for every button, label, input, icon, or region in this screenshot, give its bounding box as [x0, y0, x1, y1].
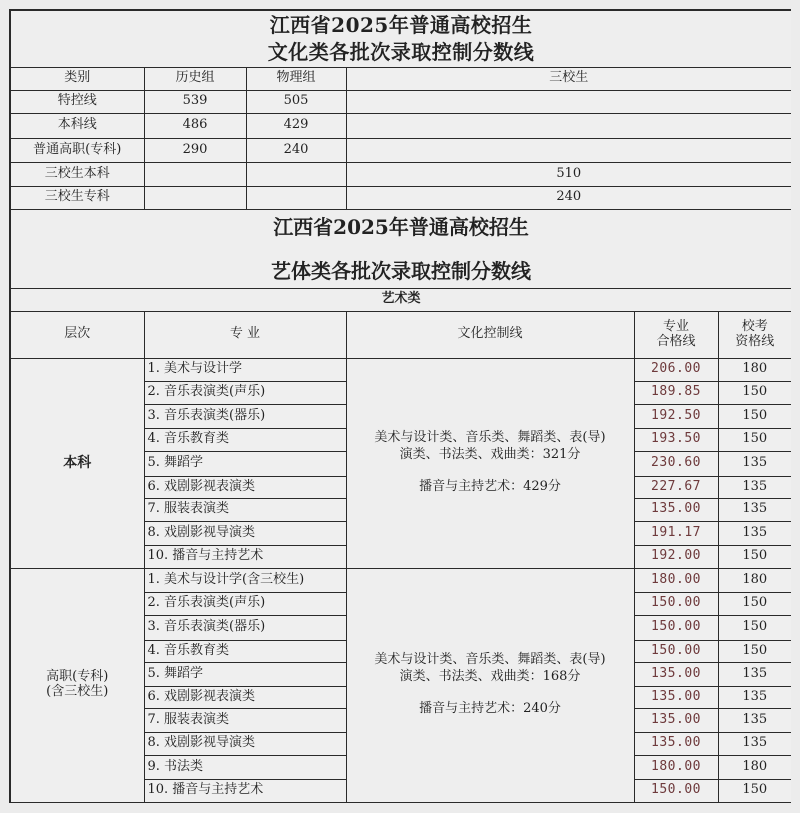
art-title-line2: 艺体类各批次录取控制分数线	[271, 258, 532, 283]
major-pass-score: 192.00	[634, 545, 718, 568]
major-cell: 3. 音乐表演类(器乐)	[144, 615, 346, 640]
major-cell: 7. 服装表演类	[144, 708, 346, 732]
physics-score	[246, 162, 346, 186]
level-vocational	[11, 568, 144, 802]
school-exam-score: 135	[718, 662, 791, 686]
physics-score: 240	[246, 138, 346, 162]
header-school-exam-line1: 校考	[741, 318, 768, 334]
vocational-culture-line	[346, 568, 634, 802]
sanxiao-score	[346, 138, 791, 162]
header-school-exam	[718, 311, 791, 358]
art-row	[11, 568, 791, 592]
header-major-pass	[634, 311, 718, 358]
school-exam-score: 150	[718, 428, 791, 451]
major-cell: 4. 音乐教育类	[144, 428, 346, 451]
major-pass-score: 193.50	[634, 428, 718, 451]
culture-text-line3: 播音与主持艺术：240分	[419, 701, 561, 717]
art-title	[11, 209, 791, 288]
culture-row	[11, 186, 791, 209]
school-exam-score: 135	[718, 476, 791, 498]
major-cell: 5. 舞蹈学	[144, 451, 346, 476]
art-title-line1: 江西省2025年普通高校招生	[273, 214, 529, 239]
major-cell: 8. 戏剧影视导演类	[144, 732, 346, 755]
major-cell: 9. 书法类	[144, 755, 346, 779]
culture-row	[11, 162, 791, 186]
major-pass-score: 206.00	[634, 358, 718, 381]
category-cell: 三校生专科	[11, 186, 144, 209]
category-cell: 三校生本科	[11, 162, 144, 186]
physics-score: 505	[246, 90, 346, 113]
header-school-exam-line2: 资格线	[735, 333, 775, 349]
header-category: 类别	[11, 67, 144, 90]
school-exam-score: 150	[718, 592, 791, 615]
culture-row	[11, 113, 791, 138]
major-cell: 6. 戏剧影视表演类	[144, 686, 346, 708]
school-exam-score: 150	[718, 779, 791, 802]
physics-score: 429	[246, 113, 346, 138]
major-cell: 2. 音乐表演类(声乐)	[144, 381, 346, 404]
major-pass-score: 135.00	[634, 686, 718, 708]
header-major-pass-line1: 专业	[662, 318, 689, 334]
major-pass-score: 191.17	[634, 521, 718, 545]
history-score	[144, 186, 246, 209]
art-row	[11, 358, 791, 381]
art-header-row	[11, 311, 791, 358]
school-exam-score: 180	[718, 568, 791, 592]
culture-text-line1: 美术与设计类、音乐类、舞蹈类、表(导)	[374, 429, 606, 445]
culture-text-line2: 演类、书法类、戏曲类：321分	[399, 446, 581, 462]
score-sheet	[9, 9, 791, 803]
school-exam-score: 135	[718, 498, 791, 521]
header-level: 层次	[11, 311, 144, 358]
culture-title-line1: 江西省2025年普通高校招生	[269, 12, 533, 37]
category-cell: 普通高职(专科)	[11, 138, 144, 162]
category-cell: 本科线	[11, 113, 144, 138]
culture-text-line2: 演类、书法类、戏曲类：168分	[399, 668, 581, 684]
art-section-label: 艺术类	[11, 288, 791, 311]
school-exam-score: 150	[718, 404, 791, 428]
culture-row	[11, 138, 791, 162]
school-exam-score: 180	[718, 755, 791, 779]
major-pass-score: 180.00	[634, 568, 718, 592]
major-pass-score: 135.00	[634, 662, 718, 686]
history-score: 486	[144, 113, 246, 138]
major-pass-score: 230.60	[634, 451, 718, 476]
school-exam-score: 150	[718, 381, 791, 404]
sanxiao-score: 510	[346, 162, 791, 186]
school-exam-score: 135	[718, 708, 791, 732]
header-culture-line: 文化控制线	[346, 311, 634, 358]
physics-score	[246, 186, 346, 209]
major-cell: 1. 美术与设计学(含三校生)	[144, 568, 346, 592]
culture-row	[11, 90, 791, 113]
major-cell: 4. 音乐教育类	[144, 640, 346, 662]
major-pass-score: 227.67	[634, 476, 718, 498]
major-pass-score: 150.00	[634, 615, 718, 640]
header-physics: 物理组	[246, 67, 346, 90]
admission-score-table	[11, 11, 791, 803]
category-cell: 特控线	[11, 90, 144, 113]
school-exam-score: 135	[718, 732, 791, 755]
header-sanxiao: 三校生	[346, 67, 791, 90]
history-score: 290	[144, 138, 246, 162]
sanxiao-score: 240	[346, 186, 791, 209]
school-exam-score: 150	[718, 615, 791, 640]
school-exam-score: 135	[718, 451, 791, 476]
school-exam-score: 135	[718, 686, 791, 708]
major-pass-score: 135.00	[634, 708, 718, 732]
major-cell: 7. 服装表演类	[144, 498, 346, 521]
major-cell: 8. 戏剧影视导演类	[144, 521, 346, 545]
major-cell: 10. 播音与主持艺术	[144, 779, 346, 802]
culture-text-line1: 美术与设计类、音乐类、舞蹈类、表(导)	[374, 651, 606, 667]
major-pass-score: 192.50	[634, 404, 718, 428]
header-major: 专 业	[144, 311, 346, 358]
culture-text-line3: 播音与主持艺术：429分	[419, 479, 561, 495]
header-major-pass-line2: 合格线	[656, 333, 696, 349]
school-exam-score: 150	[718, 640, 791, 662]
major-cell: 5. 舞蹈学	[144, 662, 346, 686]
history-score: 539	[144, 90, 246, 113]
major-pass-score: 189.85	[634, 381, 718, 404]
major-cell: 6. 戏剧影视表演类	[144, 476, 346, 498]
history-score	[144, 162, 246, 186]
level-vocational-line2: (含三校生)	[46, 684, 109, 699]
school-exam-score: 180	[718, 358, 791, 381]
header-history: 历史组	[144, 67, 246, 90]
major-pass-score: 150.00	[634, 779, 718, 802]
major-cell: 3. 音乐表演类(器乐)	[144, 404, 346, 428]
undergrad-culture-line	[346, 358, 634, 568]
sanxiao-score	[346, 90, 791, 113]
culture-header-row	[11, 67, 791, 90]
culture-title	[11, 11, 791, 67]
school-exam-score: 150	[718, 545, 791, 568]
major-pass-score: 150.00	[634, 640, 718, 662]
major-pass-score: 180.00	[634, 755, 718, 779]
major-pass-score: 150.00	[634, 592, 718, 615]
sanxiao-score	[346, 113, 791, 138]
major-cell: 10. 播音与主持艺术	[144, 545, 346, 568]
major-pass-score: 135.00	[634, 732, 718, 755]
culture-title-line2: 文化类各批次录取控制分数线	[267, 39, 535, 64]
school-exam-score: 135	[718, 521, 791, 545]
major-pass-score: 135.00	[634, 498, 718, 521]
major-cell: 2. 音乐表演类(声乐)	[144, 592, 346, 615]
level-vocational-line1: 高职(专科)	[46, 669, 109, 685]
major-cell: 1. 美术与设计学	[144, 358, 346, 381]
level-undergrad: 本科	[11, 358, 144, 568]
